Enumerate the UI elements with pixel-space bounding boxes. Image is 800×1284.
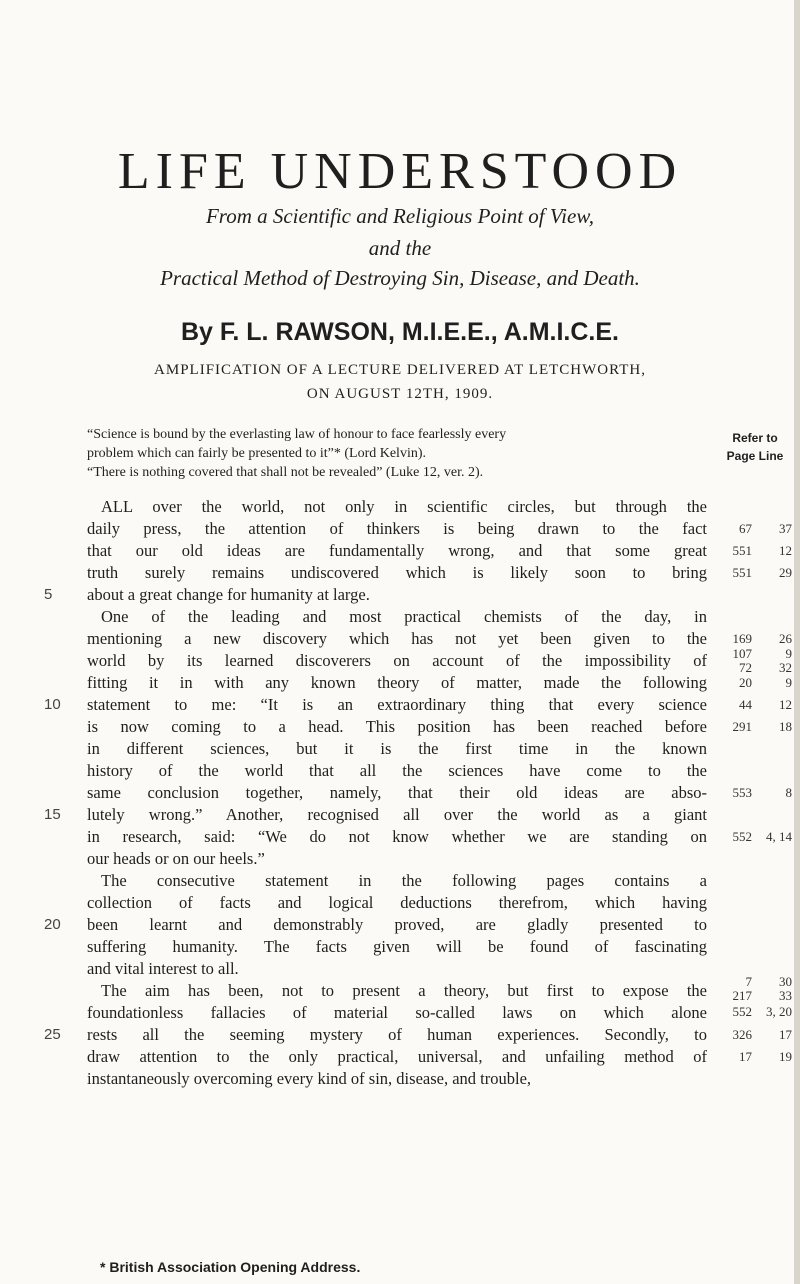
body-line: about a great change for humanity at large. bbox=[87, 585, 370, 604]
reference-line: 4, 14 bbox=[766, 829, 792, 844]
body-line: world by its learned discoverers on account of the impossibility of bbox=[87, 651, 707, 670]
reference-line: 32 bbox=[779, 660, 792, 675]
line-number: 5 bbox=[44, 586, 53, 603]
refer-header-line-2: Page Line bbox=[726, 449, 784, 463]
body-line: fitting it in with any known theory of matter, made the following bbox=[87, 673, 707, 692]
reference-entry bbox=[712, 694, 796, 716]
reference-line: 30 bbox=[779, 974, 792, 989]
epigraph-line-2: problem which can fairly be presented to it”* (Lord Kelvin). bbox=[87, 446, 426, 461]
body-line: same conclusion together, namely, that their old ideas are abso- bbox=[87, 783, 707, 802]
reference-entry bbox=[712, 628, 796, 650]
reference-entry bbox=[712, 1046, 796, 1068]
reference-page: 67 bbox=[739, 521, 752, 536]
author-byline: By F. L. RAWSON, M.I.E.E., A.M.I.C.E. bbox=[180, 318, 619, 346]
body-line: is now coming to a head. This position has been reached before bbox=[87, 717, 707, 736]
reference-entry bbox=[712, 562, 796, 584]
subtitle-line-2: and the bbox=[368, 236, 432, 260]
line-number: 15 bbox=[44, 806, 61, 823]
line-number: 20 bbox=[44, 916, 61, 933]
reference-entry bbox=[712, 540, 796, 562]
reference-line: 37 bbox=[779, 521, 792, 536]
line-number: 25 bbox=[44, 1026, 61, 1043]
body-line: The aim has been, not to present a theory, but first to expose the bbox=[101, 981, 707, 1000]
reference-page: 107 bbox=[732, 646, 752, 661]
refer-header-line-1: Refer to bbox=[732, 431, 778, 445]
reference-page: 17 bbox=[739, 1049, 752, 1064]
reference-entry bbox=[712, 990, 796, 1002]
reference-page: 44 bbox=[739, 697, 752, 712]
subtitle-line-1: From a Scientific and Religious Point of View, bbox=[205, 204, 595, 228]
reference-page: 553 bbox=[732, 785, 752, 800]
reference-page: 291 bbox=[732, 719, 752, 734]
reference-page: 217 bbox=[732, 988, 752, 1003]
body-line: foundationless fallacies of material so-called laws on which alone bbox=[87, 1003, 707, 1022]
reference-page: 552 bbox=[732, 829, 752, 844]
reference-entry bbox=[712, 672, 796, 694]
line-number: 10 bbox=[44, 696, 61, 713]
body-line: been learnt and demonstrably proved, are gladly presented to bbox=[87, 915, 707, 934]
reference-line: 18 bbox=[779, 719, 792, 734]
reference-entry bbox=[712, 1006, 796, 1018]
body-line: in research, said: “We do not know whether we are standing on bbox=[87, 827, 707, 846]
reference-page: 20 bbox=[739, 675, 752, 690]
reference-line: 17 bbox=[779, 1027, 792, 1042]
reference-page: 551 bbox=[732, 543, 752, 558]
reference-page: 72 bbox=[739, 660, 752, 675]
reference-entry bbox=[712, 716, 796, 738]
book-title: LIFE UNDERSTOOD bbox=[117, 143, 683, 200]
epigraph-line-1: “Science is bound by the everlasting law of honour to face fearlessly every bbox=[87, 427, 507, 442]
body-line: suffering humanity. The facts given will be found of fascinating bbox=[87, 937, 707, 956]
body-line: our heads or on our heels.” bbox=[87, 849, 265, 868]
reference-line: 9 bbox=[785, 646, 792, 661]
reference-line: 12 bbox=[779, 697, 792, 712]
body-line: rests all the seeming mystery of human experiences. Secondly, to bbox=[87, 1025, 707, 1044]
reference-line: 8 bbox=[785, 785, 792, 800]
body-line: history of the world that all the sciences have come to the bbox=[87, 761, 707, 780]
reference-line: 29 bbox=[779, 565, 792, 580]
reference-page: 7 bbox=[745, 974, 752, 989]
amplification-line-1: AMPLIFICATION OF A LECTURE DELIVERED AT LETCHWORTH, bbox=[154, 362, 646, 378]
reference-entry bbox=[712, 518, 796, 540]
epigraph-line-3: “There is nothing covered that shall not be revealed” (Luke 12, ver. 2). bbox=[87, 465, 484, 480]
footnote: * British Association Opening Address. bbox=[100, 1259, 361, 1275]
reference-page: 551 bbox=[732, 565, 752, 580]
body-line: One of the leading and most practical chemists of the day, in bbox=[101, 607, 707, 626]
reference-entry bbox=[712, 648, 796, 660]
subtitle-line-3: Practical Method of Destroying Sin, Disease, and Death. bbox=[160, 266, 640, 290]
body-line: draw attention to the only practical, universal, and unfailing method of bbox=[87, 1047, 707, 1066]
body-line: ALL over the world, not only in scientific circles, but through the bbox=[101, 497, 707, 516]
body-line: truth surely remains undiscovered which is likely soon to bring bbox=[87, 563, 707, 582]
reference-entry bbox=[712, 1024, 796, 1046]
body-line: in different sciences, but it is the first time in the known bbox=[87, 739, 707, 758]
reference-page: 169 bbox=[732, 631, 752, 646]
body-line: and vital interest to all. bbox=[87, 959, 239, 978]
reference-line: 19 bbox=[779, 1049, 792, 1064]
reference-page: 552 bbox=[732, 1004, 752, 1019]
body-line: instantaneously overcoming every kind of sin, disease, and trouble, bbox=[87, 1069, 532, 1088]
body-line: lutely wrong.” Another, recognised all over the world as a giant bbox=[87, 805, 707, 824]
reference-line: 26 bbox=[779, 631, 792, 646]
body-line: that our old ideas are fundamentally wrong, and that some great bbox=[87, 541, 707, 560]
reference-line: 3, 20 bbox=[766, 1004, 792, 1019]
reference-line: 9 bbox=[785, 675, 792, 690]
body-line: statement to me: “It is an extraordinary thing that every science bbox=[87, 695, 707, 714]
body-line: collection of facts and logical deductions therefrom, which having bbox=[87, 893, 707, 912]
body-line: mentioning a new discovery which has not yet been given to the bbox=[87, 629, 707, 648]
reference-entry bbox=[712, 826, 796, 848]
reference-entry bbox=[712, 782, 796, 804]
reference-line: 33 bbox=[779, 988, 792, 1003]
body-line: The consecutive statement in the following pages contains a bbox=[101, 871, 707, 890]
reference-line: 12 bbox=[779, 543, 792, 558]
body-line: daily press, the attention of thinkers is being drawn to the fact bbox=[87, 519, 707, 538]
reference-entry bbox=[712, 976, 796, 988]
amplification-line-2: ON AUGUST 12TH, 1909. bbox=[306, 386, 494, 402]
reference-page: 326 bbox=[732, 1027, 752, 1042]
